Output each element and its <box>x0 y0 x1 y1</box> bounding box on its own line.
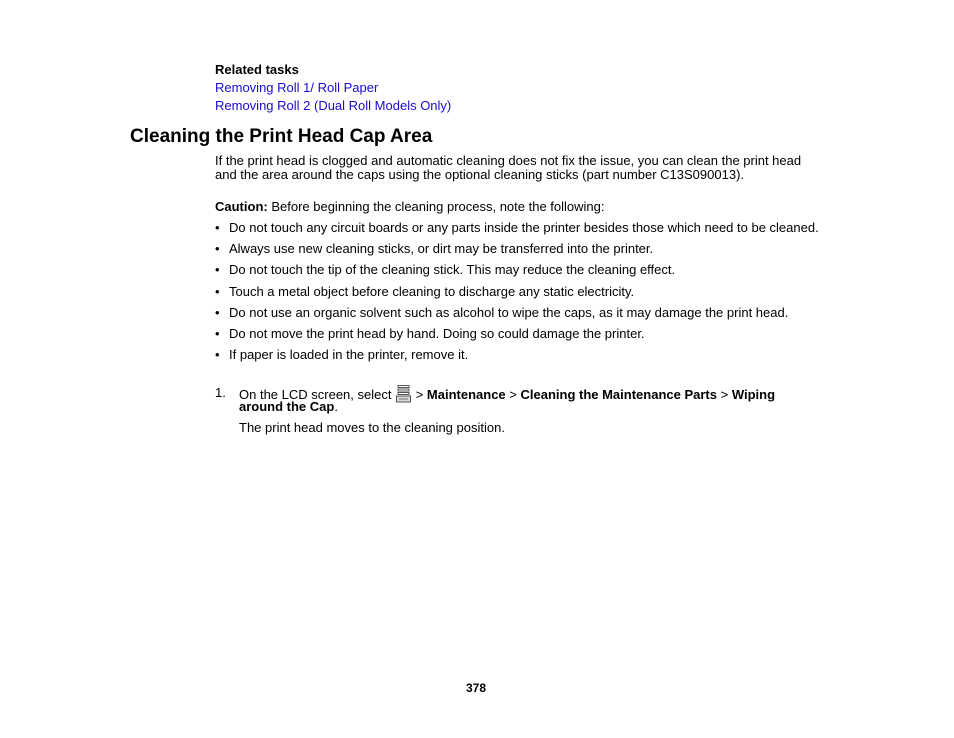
step-1-sep: > <box>412 387 427 402</box>
step-1-item-maintenance: Maintenance <box>426 387 506 402</box>
step-1-number: 1. <box>215 385 226 400</box>
step-1-line-2 <box>239 399 338 414</box>
step-1-prefix: On the LCD screen, select <box>239 387 396 402</box>
page-number: 378 <box>466 681 487 695</box>
bullet-mark: • <box>215 347 220 362</box>
bullet-item: Do not touch the tip of the cleaning stick. This may reduce the cleaning effect. <box>229 262 676 277</box>
bullet-mark: • <box>215 305 220 320</box>
caution-text: Before beginning the cleaning process, note the following: <box>267 199 605 214</box>
step-1-sep: > <box>505 387 521 402</box>
bullet-mark: • <box>215 284 220 299</box>
link-removing-roll-2[interactable]: Removing Roll 2 (Dual Roll Models Only) <box>215 98 452 113</box>
bullet-item: Do not use an organic solvent such as alcohol to wipe the caps, as it may damage the print head. <box>229 305 789 320</box>
bullet-mark: • <box>215 241 220 256</box>
bullet-mark: • <box>215 326 220 341</box>
bullet-item: Always use new cleaning sticks, or dirt may be transferred into the printer. <box>229 241 654 256</box>
step-1-item-around-cap: around the Cap <box>239 399 335 414</box>
related-tasks-heading: Related tasks <box>215 62 299 77</box>
bullet-item: If paper is loaded in the printer, remove it. <box>229 347 469 362</box>
bullet-mark: • <box>215 220 220 235</box>
step-1-result: The print head moves to the cleaning position. <box>239 420 505 435</box>
step-1-item-cleaning-parts: Cleaning the Maintenance Parts <box>520 387 717 402</box>
intro-line-1: If the print head is clogged and automatic cleaning does not fix the issue, you can clean the print head <box>215 153 802 168</box>
bullet-item: Touch a metal object before cleaning to discharge any static electricity. <box>229 284 635 299</box>
menu-icon <box>396 385 411 403</box>
bullet-mark: • <box>215 262 220 277</box>
step-1-sep: > <box>716 387 732 402</box>
step-1-end: . <box>334 399 338 414</box>
bullet-item: Do not touch any circuit boards or any parts inside the printer besides those which need to be cleaned. <box>229 220 819 235</box>
step-1-item-wiping: Wiping <box>731 387 776 402</box>
link-removing-roll-1[interactable]: Removing Roll 1/ Roll Paper <box>215 80 379 95</box>
section-title: Cleaning the Print Head Cap Area <box>130 126 433 147</box>
caution-label: Caution: <box>215 199 268 214</box>
caution-paragraph <box>215 199 605 214</box>
intro-line-2: and the area around the caps using the optional cleaning sticks (part number C13S090013). <box>215 167 745 182</box>
bullet-item: Do not move the print head by hand. Doing so could damage the printer. <box>229 326 645 341</box>
